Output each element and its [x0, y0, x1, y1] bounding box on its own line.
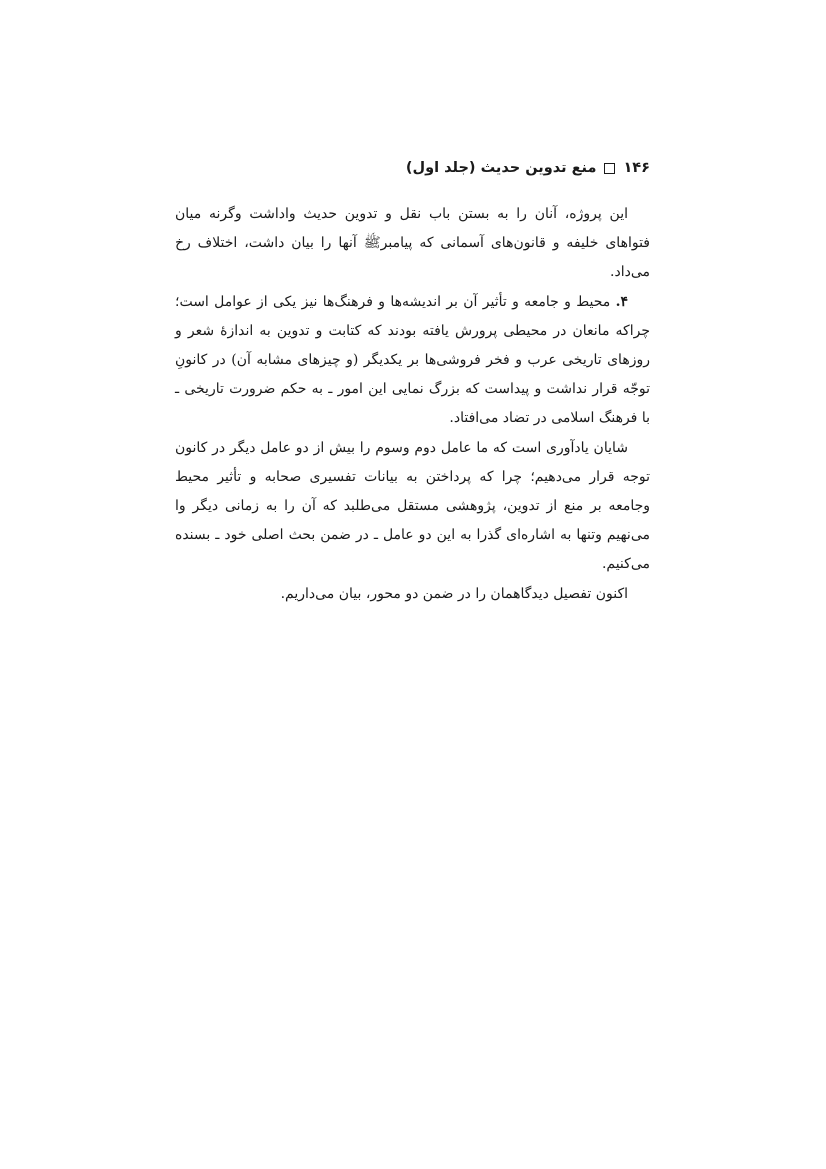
paragraph-2: [175, 288, 650, 434]
running-title: منع تدوین حدیث (جلد اول): [405, 160, 597, 176]
paragraph-2-text: محیط و جامعه و تأثیر آن بر اندیشه‌ها و فرهنگ‌ها نیز یکی از عوامل است؛ چراکه مانعان در محیطی پرورش یافته بودند که کتابت و تدوین به اندازهٔ شعر و روزهای تاریخی عرب و فخر فروشی‌ها بر یکدیگر (و چیزهای مشابه آن) در کانونِ توجّه قرار نداشت و پیداست که بزرگ نمایی این امور ـ به حکم ضرورت تاریخی ـ با فرهنگ اسلامی در تضاد می‌افتاد.: [175, 293, 650, 427]
paragraph-3: [175, 434, 650, 580]
square-box-icon: [604, 163, 615, 174]
item-number: ۴.: [615, 293, 629, 310]
paragraph-1: [175, 200, 650, 288]
page-number: ۱۴۶: [623, 160, 650, 176]
running-header: [180, 160, 650, 176]
paragraph-1-text: این پروژه، آنان را به بستن باب نقل و تدوین حدیث واداشت وگرنه میان فتواهای خلیفه و قانون‌های آسمانی که پیامبرﷺ آنها را بیان داشت، اختلاف رخ می‌داد.: [175, 206, 650, 281]
paragraph-4-text: اکنون تفصیل دیدگاهمان را در ضمن دو محور، بیان می‌داریم.: [280, 585, 628, 602]
paragraph-4: [175, 580, 650, 609]
paragraph-3-text: شایان یادآوری است که ما عامل دوم وسوم را بیش از دو عامل دیگر در کانون توجه قرار می‌دهیم؛ چرا که پرداختن به بیانات تفسیری صحابه و تأثیر محیط وجامعه بر منع از تدوین، پژوهشی مستقل می‌طلبد که آن را به زمانی دیگر وا می‌نهیم وتنها به اشاره‌ای گذرا به این دو عامل ـ در ضمن بحث اصلی خود ـ بسنده می‌کنیم.: [175, 439, 650, 573]
body-text: [175, 200, 650, 609]
